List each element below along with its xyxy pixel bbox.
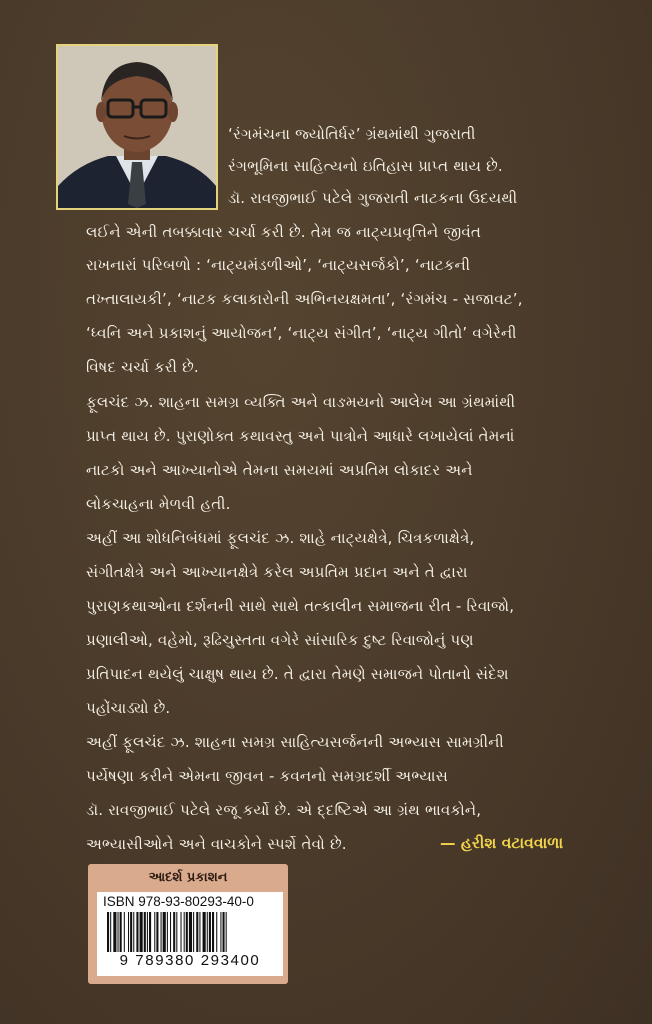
author-photo: [56, 44, 218, 210]
text-line: પ્રતિપાદન થયેલું ચાક્ષુષ થાય છે. તે દ્વારા તેમણે સમાજને પોતાનો સંદેશ: [86, 665, 509, 683]
author-portrait-icon: [58, 46, 216, 208]
text-line: અહીં ફૂલચંદ ઝ. શાહના સમગ્ર સાહિત્યસર્જનની અભ્યાસ સામગ્રીની: [86, 733, 504, 751]
text-line: પુરાણકથાઓના દર્શનની સાથે સાથે તત્કાલીન સમાજના રીત - રિવાજો,: [86, 597, 515, 615]
text-line: પહોંચાડ્યો છે.: [86, 699, 171, 717]
text-line: લઈને એની તબક્કાવાર ચર્ચા કરી છે. તેમ જ નાટ્યપ્રવૃત્તિને જીવંત: [86, 223, 482, 241]
text-line: લોકચાહના મેળવી હતી.: [86, 495, 231, 513]
text-line: ફૂલચંદ ઝ. શાહના સમગ્ર વ્યક્તિ અને વાઙમયનો આલેખ આ ગ્રંથમાંથી: [86, 393, 516, 411]
isbn-number: ISBN 978-93-80293-40-0: [103, 894, 254, 909]
text-line: અભ્યાસીઓને અને વાચકોને સ્પર્શે તેવો છે.: [86, 835, 347, 853]
text-line: વિષદ ચર્ચા કરી છે.: [86, 358, 199, 376]
text-line: તખ્તાલાયકી’, ‘નાટક કલાકારોની અભિનયક્ષમતા’, ‘રંગમંચ - સજાવટ’,: [86, 290, 523, 308]
text-line: રંગભૂમિના સાહિત્યનો ઇતિહાસ પ્રાપ્ત થાય છે.: [228, 157, 503, 175]
text-line: ‘ધ્વનિ અને પ્રકાશનું આયોજન’, ‘નાટ્ય સંગીત’, ‘નાટ્ય ગીતો’ વગેરેની: [86, 324, 517, 342]
text-line: નાટકો અને આખ્યાનોએ તેમના સમયમાં અપ્રતિમ લોકાદર અને: [86, 461, 473, 479]
text-line: સંગીતક્ષેત્રે અને આખ્યાનક્ષેત્રે કરેલ અપ્રતિમ પ્રદાન અને તે દ્વારા: [86, 563, 468, 581]
publisher-box: [88, 864, 288, 984]
isbn-panel: [97, 892, 283, 976]
text-line: પ્રણાલીઓ, વહેમો, રૂઢિચુસ્તતા વગેરે સાંસારિક દુષ્ટ રિવાજોનું પણ: [86, 631, 474, 649]
barcode-digits: 9 789380 293400: [119, 952, 261, 969]
text-line: રાખનારાં પરિબળો : ‘નાટ્યમંડળીઓ’, ‘નાટ્યસર્જકો’, ‘નાટકની: [86, 256, 471, 274]
text-line: ડૉ. રાવજીભાઈ પટેલે રજૂ કર્યો છે. એ દ્દષ્ટિએ આ ગ્રંથ ભાવકોને,: [86, 801, 482, 819]
text-line: ડૉ. રાવજીભાઈ પટેલે ગુજરાતી નાટકના ઉદયથી: [228, 189, 518, 207]
text-line: પ્રાપ્ત થાય છે. પુરાણોક્ત કથાવસ્તુ અને પાત્રોને આધારે લખાયેલાં તેમનાં: [86, 427, 515, 445]
text-line: ‘રંગમંચના જ્યોતિર્ધર’ ગ્રંથમાંથી ગુજરાતી: [228, 125, 476, 143]
signature: — હરીશ વટાવવાળા: [440, 834, 564, 852]
barcode-icon: [105, 912, 275, 952]
publisher-name: આદર્શ પ્રકાશન: [148, 870, 228, 885]
text-line: અહીં આ શોધનિબંધમાં ફૂલચંદ ઝ. શાહે નાટ્યક્ષેત્રે, ચિત્રકળાક્ષેત્રે,: [86, 529, 475, 547]
text-line: પર્યેષણા કરીને એમના જીવન - કવનનો સમગ્રદર્શી અભ્યાસ: [86, 767, 448, 785]
